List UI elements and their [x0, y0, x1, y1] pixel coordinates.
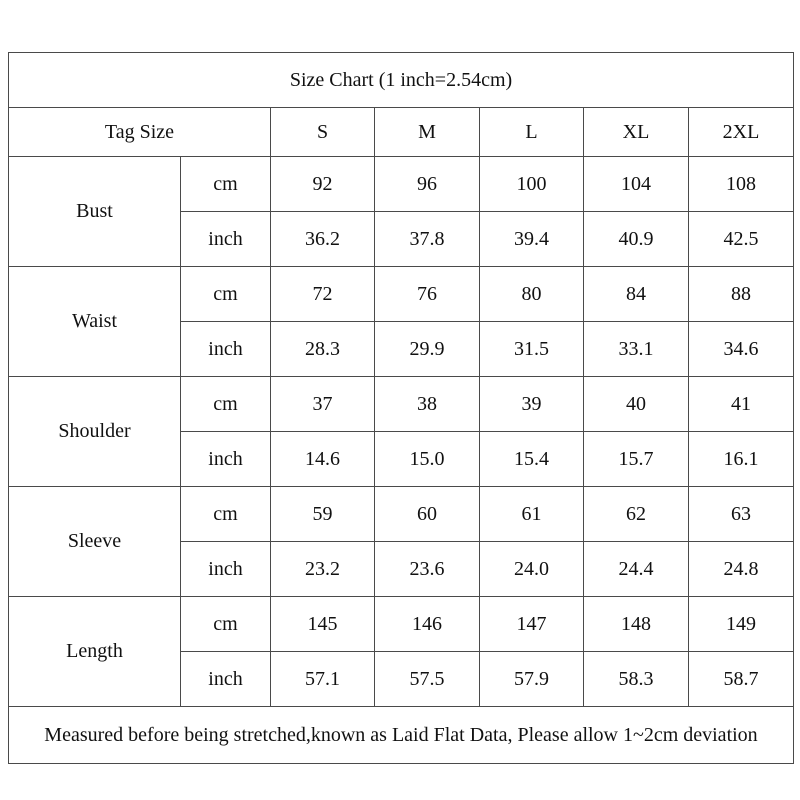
table-cell: 15.0 [375, 432, 480, 487]
table-row [9, 597, 794, 652]
size-header-2xl: 2XL [689, 108, 794, 157]
table-cell: 15.7 [584, 432, 689, 487]
unit-label: inch [181, 322, 271, 377]
table-cell: 63 [689, 487, 794, 542]
unit-label: cm [181, 377, 271, 432]
size-header-xl: XL [584, 108, 689, 157]
table-cell: 42.5 [689, 212, 794, 267]
table-cell: 41 [689, 377, 794, 432]
table-cell: 60 [375, 487, 480, 542]
table-cell: 33.1 [584, 322, 689, 377]
unit-label: cm [181, 597, 271, 652]
tag-size-label: Tag Size [9, 108, 271, 157]
table-cell: 96 [375, 157, 480, 212]
table-cell: 100 [480, 157, 584, 212]
unit-label: cm [181, 487, 271, 542]
unit-label: cm [181, 267, 271, 322]
size-chart-body [9, 53, 794, 764]
table-cell: 24.0 [480, 542, 584, 597]
table-cell: 80 [480, 267, 584, 322]
table-cell: 149 [689, 597, 794, 652]
unit-label: inch [181, 432, 271, 487]
header-row [9, 108, 794, 157]
measurement-label-sleeve: Sleeve [9, 487, 181, 597]
table-cell: 24.8 [689, 542, 794, 597]
table-cell: 58.7 [689, 652, 794, 707]
footnote-row [9, 707, 794, 764]
size-chart-table [8, 52, 794, 764]
footnote: Measured before being stretched,known as Laid Flat Data, Please allow 1~2cm deviation [9, 707, 794, 764]
unit-label: inch [181, 542, 271, 597]
table-cell: 38 [375, 377, 480, 432]
table-cell: 39 [480, 377, 584, 432]
size-header-l: L [480, 108, 584, 157]
table-cell: 36.2 [271, 212, 375, 267]
table-cell: 104 [584, 157, 689, 212]
table-cell: 24.4 [584, 542, 689, 597]
table-cell: 147 [480, 597, 584, 652]
table-cell: 34.6 [689, 322, 794, 377]
table-cell: 28.3 [271, 322, 375, 377]
table-cell: 57.1 [271, 652, 375, 707]
table-cell: 29.9 [375, 322, 480, 377]
table-cell: 23.2 [271, 542, 375, 597]
table-cell: 72 [271, 267, 375, 322]
unit-label: inch [181, 652, 271, 707]
table-cell: 23.6 [375, 542, 480, 597]
table-cell: 39.4 [480, 212, 584, 267]
table-cell: 62 [584, 487, 689, 542]
table-cell: 37.8 [375, 212, 480, 267]
table-cell: 61 [480, 487, 584, 542]
table-row [9, 157, 794, 212]
table-cell: 148 [584, 597, 689, 652]
title-row [9, 53, 794, 108]
size-header-m: M [375, 108, 480, 157]
chart-title: Size Chart (1 inch=2.54cm) [9, 53, 794, 108]
table-row [9, 377, 794, 432]
table-row [9, 267, 794, 322]
table-cell: 57.5 [375, 652, 480, 707]
measurement-label-length: Length [9, 597, 181, 707]
table-cell: 58.3 [584, 652, 689, 707]
size-header-s: S [271, 108, 375, 157]
table-cell: 108 [689, 157, 794, 212]
table-cell: 146 [375, 597, 480, 652]
unit-label: inch [181, 212, 271, 267]
table-row [9, 487, 794, 542]
table-cell: 40 [584, 377, 689, 432]
unit-label: cm [181, 157, 271, 212]
table-cell: 92 [271, 157, 375, 212]
table-cell: 31.5 [480, 322, 584, 377]
table-cell: 15.4 [480, 432, 584, 487]
measurement-label-bust: Bust [9, 157, 181, 267]
table-cell: 14.6 [271, 432, 375, 487]
table-cell: 145 [271, 597, 375, 652]
table-cell: 59 [271, 487, 375, 542]
table-cell: 16.1 [689, 432, 794, 487]
table-cell: 37 [271, 377, 375, 432]
measurement-label-waist: Waist [9, 267, 181, 377]
measurement-label-shoulder: Shoulder [9, 377, 181, 487]
table-cell: 57.9 [480, 652, 584, 707]
table-cell: 76 [375, 267, 480, 322]
table-cell: 40.9 [584, 212, 689, 267]
table-cell: 84 [584, 267, 689, 322]
table-cell: 88 [689, 267, 794, 322]
